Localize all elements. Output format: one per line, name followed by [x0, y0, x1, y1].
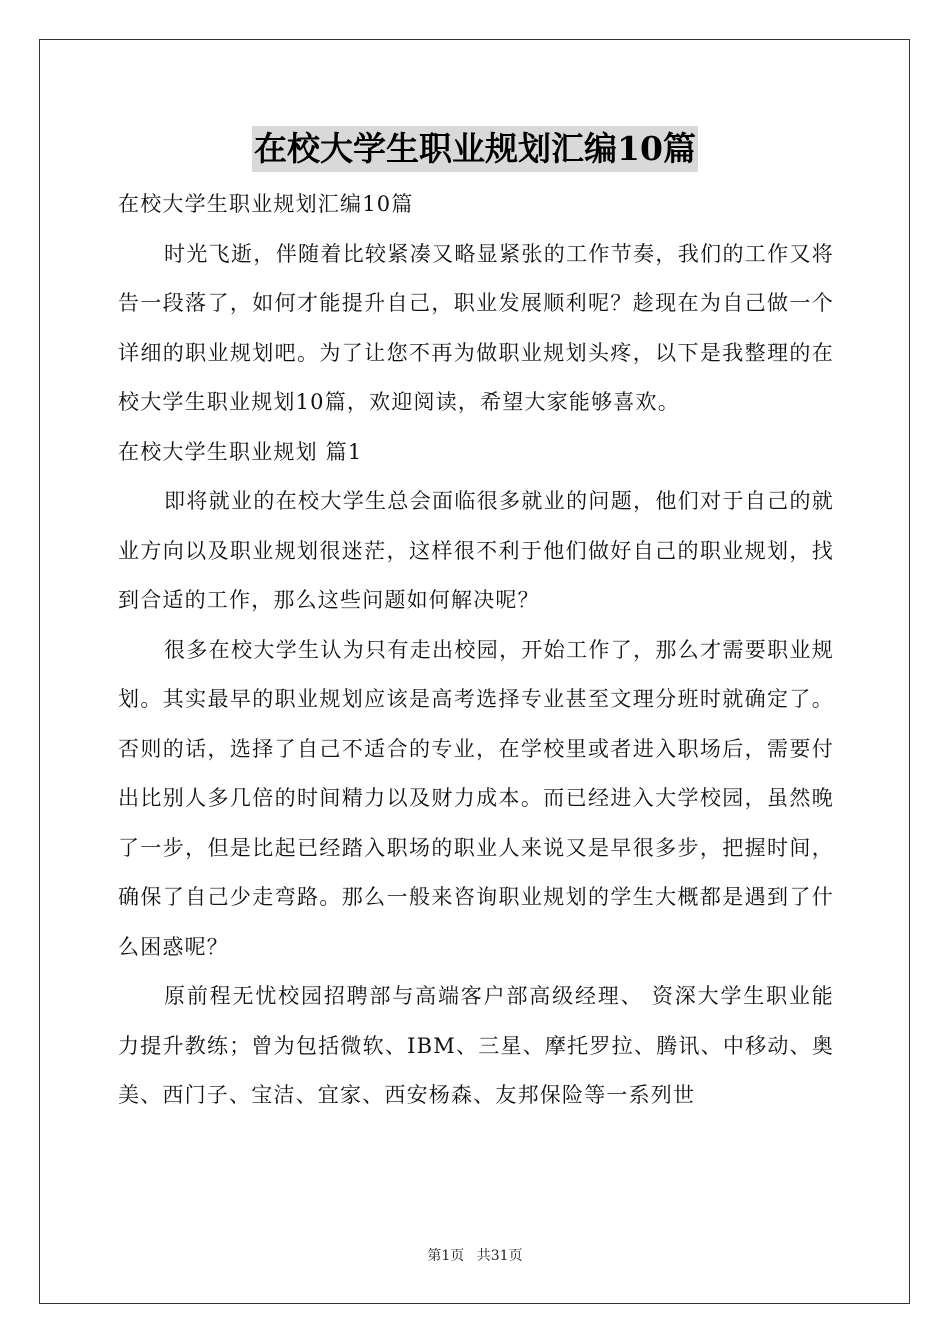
document-subtitle: 在校大学生职业规划汇编10篇	[118, 192, 414, 216]
document-body	[118, 180, 834, 1121]
section-paragraph-1: 即将就业的在校大学生总会面临很多就业的问题，他们对于自己的就业方向以及职业规划很迷茫，这样很不利于他们做好自己的职业规划，找到合适的工作，那么这些问题如何解决呢？	[118, 489, 834, 612]
page-number: 第1页	[427, 1248, 465, 1264]
intro-paragraph: 时光飞逝，伴随着比较紧凑又略显紧张的工作节奏，我们的工作又将告一段落了，如何才能提升自己，职业发展顺利呢？趁现在为自己做一个详细的职业规划吧。为了让您不再为做职业规划头疼，以下是我整理的在校大学生职业规划10篇，欢迎阅读，希望大家能够喜欢。	[118, 241, 834, 414]
title-container	[0, 126, 950, 172]
section-heading: 在校大学生职业规划 篇1	[118, 439, 363, 464]
section-paragraph-2: 很多在校大学生认为只有走出校园，开始工作了，那么才需要职业规划。其实最早的职业规划应该是高考选择专业甚至文理分班时就确定了。否则的话，选择了自己不适合的专业，在学校里或者进入职场后，需要付出比别人多几倍的时间精力以及财力成本。而已经进入大学校园，虽然晚了一步，但是比起已经踏入职场的职业人来说又是早很多步，把握时间，确保了自己少走弯路。那么一般来咨询职业规划的学生大概都是遇到了什么困惑呢？	[118, 637, 834, 959]
page-total: 共31页	[476, 1248, 523, 1264]
section-paragraph-3: 原前程无忧校园招聘部与高端客户部高级经理、 资深大学生职业能力提升教练；曾为包括微软、IBM、三星、摩托罗拉、腾讯、中移动、奥美、西门子、宝洁、宜家、西安杨森、友邦保险等一系列世	[118, 984, 834, 1107]
page-footer	[0, 1245, 950, 1265]
document-title: 在校大学生职业规划汇编10篇	[252, 126, 698, 172]
